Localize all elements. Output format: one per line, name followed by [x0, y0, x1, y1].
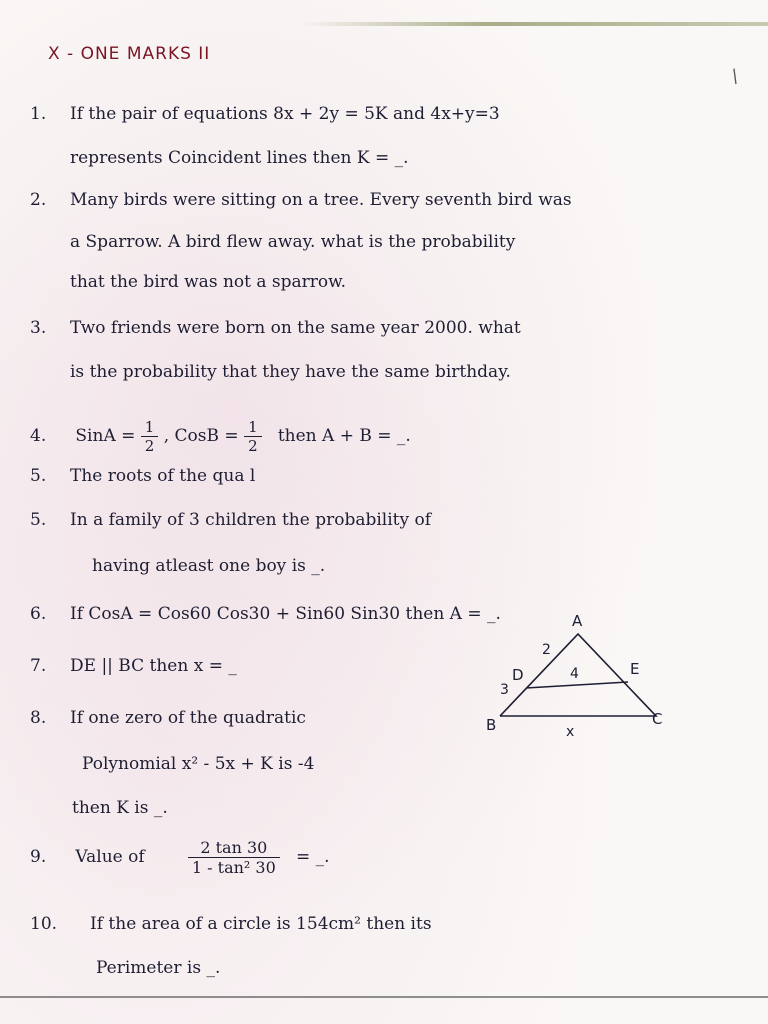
- label-e: E: [630, 660, 640, 678]
- fraction-half-2: $\frac{1}{2}$: [244, 418, 262, 455]
- question-2: 2. Many birds were sitting on a tree. Every seventh bird was: [30, 190, 572, 210]
- fraction-half-1: $\frac{1}{2}$: [141, 418, 159, 455]
- question-8-line2: Polynomial x² - 5x + K is -4: [82, 754, 315, 774]
- label-c: C: [652, 710, 663, 728]
- question-3: 3. Two friends were born on the same year 2000. what: [30, 318, 521, 338]
- question-9: 9. Value of $\frac{2 \tan 30}{\text{1 - tan² 30}}$ = _.: [30, 838, 330, 877]
- question-10-line2: Perimeter is _.: [96, 958, 221, 978]
- label-bc: x: [566, 724, 575, 740]
- label-de: 4: [570, 666, 579, 682]
- question-10: 10. If the area of a circle is 154cm² then its: [30, 914, 432, 934]
- check-mark-icon: /: [727, 65, 743, 88]
- label-db: 3: [500, 682, 509, 698]
- label-a: A: [572, 612, 583, 630]
- question-5: 5. In a family of 3 children the probability of: [30, 510, 432, 530]
- label-b: B: [486, 716, 497, 734]
- question-7: 7. DE || BC then x = _: [30, 656, 237, 676]
- question-5-incomplete: 5. The roots of the qua l: [30, 466, 256, 486]
- question-2-line2: a Sparrow. A bird flew away. what is the probability: [70, 232, 516, 252]
- question-3-line2: is the probability that they have the same birthday.: [70, 362, 511, 382]
- question-6: 6. If CosA = Cos60 Cos30 + Sin60 Sin30 then A = _.: [30, 604, 501, 624]
- top-rule: [300, 22, 768, 26]
- question-4: 4. SinA = $\frac{1}{2}$ , CosB = $\frac{1}{2}$ then A + B = _.: [30, 418, 411, 455]
- question-8-line3: then K is _.: [72, 798, 168, 818]
- page-title: X - ONE MARKS II: [48, 44, 211, 64]
- label-ad: 2: [542, 642, 551, 658]
- question-1-line2: represents Coincident lines then K = _.: [70, 148, 409, 168]
- segment-de: [526, 682, 628, 688]
- fraction-tan: $\frac{2 \tan 30}{\text{1 - tan² 30}}$: [188, 838, 280, 877]
- page-edge: [0, 996, 768, 998]
- question-2-line3: that the bird was not a sparrow.: [70, 272, 347, 292]
- triangle-diagram: [480, 612, 680, 742]
- question-8: 8. If one zero of the quadratic: [30, 708, 306, 728]
- question-1: 1. If the pair of equations 8x + 2y = 5K and 4x+y=3: [30, 104, 500, 124]
- label-d: D: [512, 666, 524, 684]
- question-5-line2: having atleast one boy is _.: [92, 556, 326, 576]
